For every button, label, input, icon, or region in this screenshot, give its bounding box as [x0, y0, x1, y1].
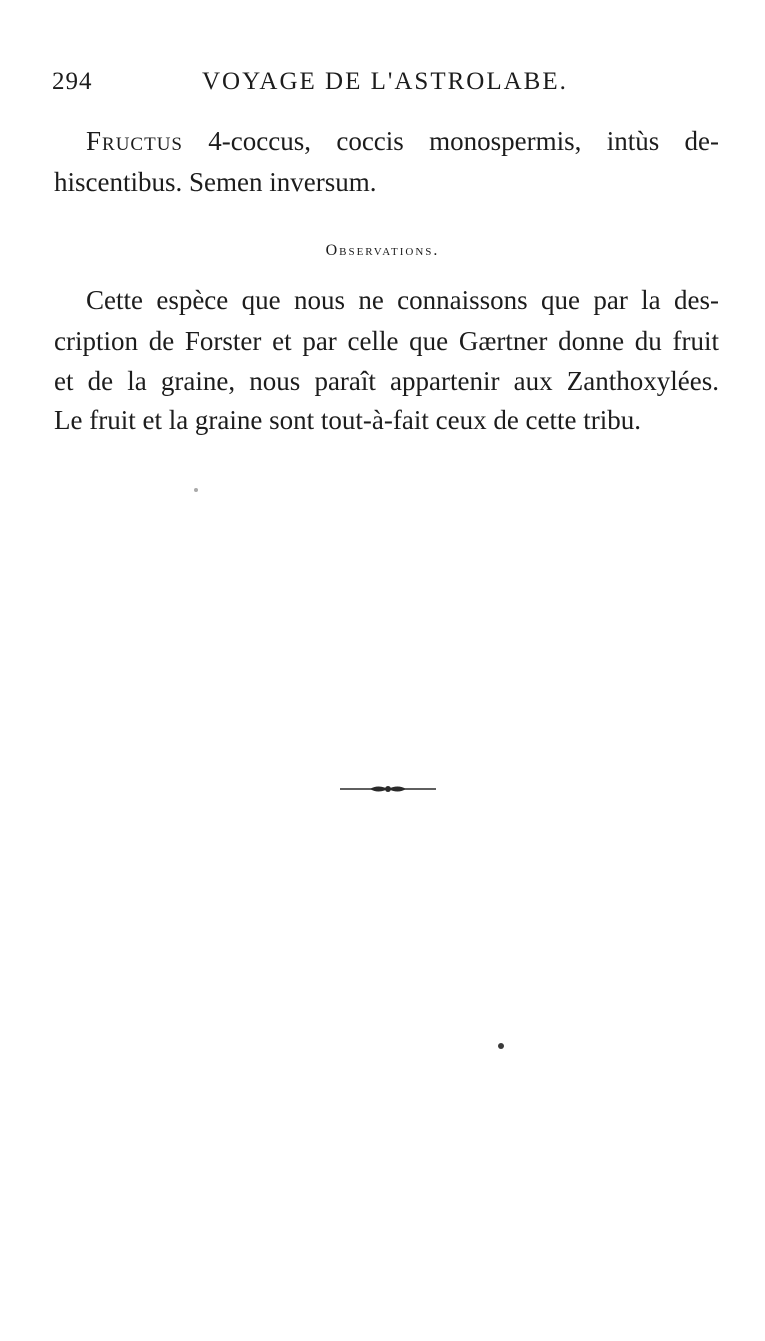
tailpiece-ornament-icon	[340, 780, 436, 798]
observations-line-3: et de la graine, nous paraît appartenir aux Zanthoxylées.	[54, 366, 719, 396]
observations-line-4: Le fruit et la graine sont tout-à-fait ceux de cette tribu.	[54, 405, 641, 435]
running-title: VOYAGE DE L'ASTROLABE.	[202, 68, 568, 95]
observations-heading: Observations.	[325, 242, 440, 259]
description-line-1	[54, 126, 719, 157]
running-header	[52, 68, 692, 104]
observations-line-2: cription de Forster et par celle que Gærtner donne du fruit	[54, 326, 719, 356]
paper-speck	[498, 1043, 504, 1049]
observations-line-1: Cette espèce que nous ne connaissons que par la des-	[86, 285, 719, 315]
page-number: 294	[52, 68, 93, 95]
paper-speck	[194, 488, 198, 492]
description-lead-word: Fructus	[86, 126, 183, 156]
description-line-1-text: 4-coccus, coccis monospermis, intùs de-	[182, 126, 719, 156]
description-line-2: hiscentibus. Semen inversum.	[54, 167, 377, 197]
